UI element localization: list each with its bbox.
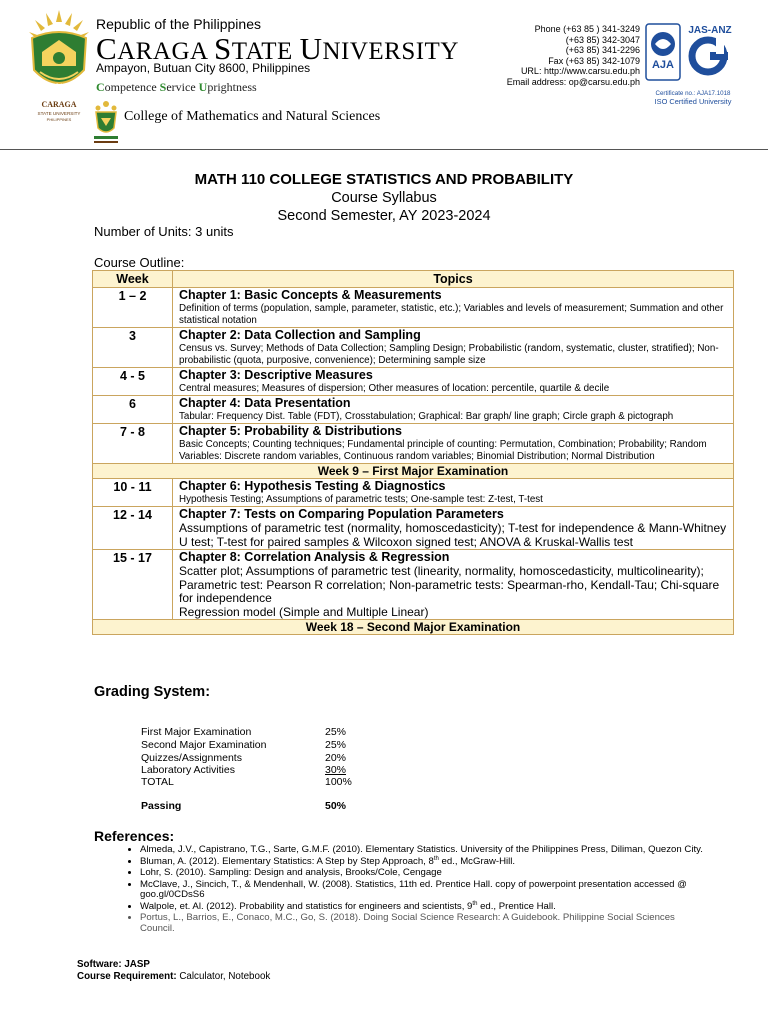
grade-total: TOTAL 100% (141, 776, 352, 788)
grade-item: Second Major Examination 25% (141, 739, 347, 751)
table-row (93, 368, 734, 396)
university-address: Ampayon, Butuan City 8600, Philippines (96, 61, 311, 75)
chapter-title: Chapter 2: Data Collection and Sampling (179, 328, 421, 342)
topic-cell (173, 479, 734, 507)
seal-year: 1946 (52, 84, 66, 90)
references-list (108, 845, 710, 935)
grade-passing: Passing 50% (141, 800, 347, 812)
table-header-row (93, 271, 734, 288)
document-type: Course Syllabus (331, 190, 437, 206)
college-logo-icon (90, 98, 122, 146)
week-cell: 7 - 8 (93, 424, 173, 464)
week-cell: 1 – 2 (93, 288, 173, 328)
week-cell: 12 - 14 (93, 507, 173, 550)
seal-caraga: CARAGA (41, 100, 77, 109)
chapter-title: Chapter 3: Descriptive Measures (179, 368, 373, 382)
university-name: CARAGA STATE UNIVERSITY (96, 31, 459, 66)
software-label: Software: JASP (77, 959, 150, 970)
first-major-exam: Week 9 – First Major Examination (93, 464, 734, 479)
iso-certification-badge (644, 22, 744, 110)
week-cell: 15 - 17 (93, 550, 173, 620)
topic-cell (173, 368, 734, 396)
chapter-description: Tabular: Frequency Dist. Table (FDT), Crosstabulation; Graphical: Bar graph/ line graph; Circle graph & pictograph (179, 411, 674, 422)
course-title: MATH 110 COLLEGE STATISTICS AND PROBABILITY (194, 171, 574, 188)
second-major-exam: Week 18 – Second Major Examination (93, 620, 734, 635)
topic-cell (173, 288, 734, 328)
list-item: • McClave, J., Sincich, T., & Mendenhall, W. (2008). Statistics, 11th ed. Prentice Hall. copy of powerpoint presentation accessed @ goo.gl/0CDsS6 (140, 880, 710, 901)
jas-anz-label: JAS-ANZ (688, 25, 732, 36)
topic-cell (173, 328, 734, 368)
chapter-description: Scatter plot; Assumptions of parametric test (linearity, normality, homoscedasticity, multicolinearity); Parametric test: Pearson R correlation; Non-parametric tests: Spearman-rho, Kendall-Tau; Chi-square for independence (179, 564, 720, 605)
contact-phone-2: (+63 85) 342-3047 (565, 34, 640, 45)
number-of-units: Number of Units: 3 units (94, 224, 234, 239)
contact-phone-3: (+63 85) 341-2296 (565, 45, 640, 56)
list-item: • Bluman, A. (2012). Elementary Statistics: A Step by Step Approach, 8th ed., McGraw-Hill. (140, 857, 710, 868)
chapter-description: Basic Concepts; Counting techniques; Fundamental principle of counting: Permutation, Combination; Probability; Random Variables: Discrete random variables, Continuous random variables; Binomial Distribution; Normal Distribution (179, 439, 707, 462)
chapter-title: Chapter 5: Probability & Distributions (179, 424, 402, 438)
university-motto: Competence Service Uprightness (96, 80, 257, 94)
list-item: • Almeda, J.V., Capistrano, T.G., Sarte, G.M.F. (2010). Elementary Statistics. University of the Philippines Press, Diliman, Quezon City. (140, 845, 710, 856)
certificate-number: Certificate no.: AJA17.1018 (655, 90, 731, 97)
seal-philippines: PHILIPPINES (46, 117, 72, 122)
course-requirement-label: Course Requirement: (77, 970, 177, 982)
references-title: References: (94, 828, 175, 844)
topic-cell (173, 424, 734, 464)
chapter-description: Definition of terms (population, sample, parameter, statistic, etc.); Variables and levels of measurement; Summation and other statistical notation (179, 303, 724, 326)
contact-email[interactable]: Email address: op@carsu.edu.ph (506, 76, 640, 87)
week-cell: 4 - 5 (93, 368, 173, 396)
chapter-title: Chapter 4: Data Presentation (179, 396, 351, 410)
table-row (93, 396, 734, 424)
week-cell: 3 (93, 328, 173, 368)
letterhead (0, 0, 768, 150)
list-item: • Walpole, et. Al. (2012). Probability and statistics for engineers and scientists, 9th ed., Prentice Hall. (140, 902, 710, 913)
topic-cell (173, 396, 734, 424)
chapter-title: Chapter 6: Hypothesis Testing & Diagnostics (179, 479, 446, 493)
table-row (93, 479, 734, 507)
topic-cell (173, 550, 734, 620)
list-item: • Lohr, S. (2010). Sampling: Design and analysis, Brooks/Cole, Cengage (140, 868, 710, 879)
contact-phone: Phone (+63 85 ) 341-3249 (534, 24, 640, 34)
seal-state-university: STATE UNIVERSITY (37, 111, 81, 116)
table-row (93, 550, 734, 620)
grading-system-title: Grading System: (94, 684, 211, 700)
republic-line: Republic of the Philippines (96, 16, 261, 32)
week-header: Week (93, 271, 173, 288)
grade-item: Quizzes/Assignments 20% (141, 752, 347, 764)
chapter-description: Central measures; Measures of dispersion; Other measures of location: percentile, quartile & decile (179, 383, 610, 394)
contact-url[interactable]: URL: http://www.carsu.edu.ph (520, 66, 640, 77)
header-divider (0, 149, 768, 150)
list-item: • Portus, L., Barrios, E., Conaco, M.C., Go, S. (2018). Doing Social Science Research: A Guidebook. Philippine Social Sciences Council. (140, 913, 710, 934)
contact-block (507, 24, 640, 88)
table-row (93, 288, 734, 328)
chapter-description-extra: Regression model (Simple and Multiple Linear) (179, 604, 429, 619)
software-block (77, 959, 270, 982)
contact-fax: Fax (+63 85) 342-1079 (548, 55, 640, 66)
week-cell: 10 - 11 (93, 479, 173, 507)
chapter-title: Chapter 7: Tests on Comparing Population Parameters (179, 507, 504, 521)
week-cell: 6 (93, 396, 173, 424)
grade-item: Laboratory Activities 30% (141, 764, 347, 776)
table-row (93, 507, 734, 550)
course-outline-label: Course Outline: (94, 255, 185, 270)
chapter-description: Hypothesis Testing; Assumptions of parametric tests; One-sample test: Z-test, T-test (179, 494, 543, 505)
topics-header: Topics (173, 271, 734, 288)
topic-cell (173, 507, 734, 550)
table-row (93, 328, 734, 368)
university-seal-icon (26, 8, 92, 128)
semester: Second Semester, AY 2023-2024 (277, 208, 491, 224)
exam-row (93, 464, 734, 479)
grade-item: First Major Examination 25% (141, 726, 347, 738)
chapter-description: Census vs. Survey; Methods of Data Collection; Sampling Design; Probabilistic (random, systematic, cluster, stratified); Non-probabilistic (quota, purposive, convenience); Determining sample size (179, 343, 719, 366)
chapter-title: Chapter 8: Correlation Analysis & Regression (179, 550, 450, 564)
course-requirement-value: Calculator, Notebook (176, 970, 271, 982)
college-name: College of Mathematics and Natural Sciences (124, 109, 381, 124)
iso-certified: ISO Certified University (654, 97, 732, 106)
chapter-description: Assumptions of parametric test (normality, homoscedasticity); T-test for independence & Mann-Whitney U test; T-test for paired samples & Wilcoxon signed test; ANOVA & Kruskal-Wallis test (179, 521, 727, 549)
exam-row (93, 620, 734, 635)
aja-label: AJA (651, 59, 675, 71)
table-row (93, 424, 734, 464)
chapter-title: Chapter 1: Basic Concepts & Measurements (179, 288, 442, 302)
course-outline-table (92, 270, 734, 635)
